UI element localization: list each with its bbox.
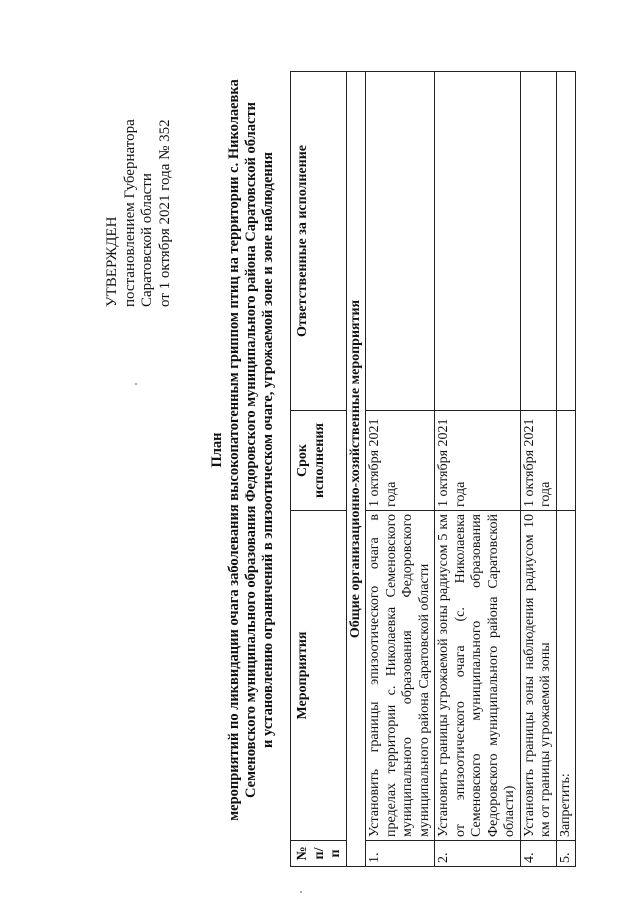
row-num: 1. (366, 841, 435, 867)
row-num: 4. (520, 841, 556, 867)
row-num: 5. (556, 841, 576, 867)
document-title (209, 55, 277, 845)
header-deadline: Срок исполнения (291, 411, 347, 511)
row-measure: Установить границы угрожаемой зоны радиусом 5 км от эпизоотического очага (с. Николаевка Семеновского муниципального образования Федоровского муниципального района Саратовской области) (435, 511, 521, 841)
row-deadline: 1 октября 2021 года (435, 411, 521, 511)
title-line-1: мероприятий по ликвидации очага заболевания высокопатогенным гриппом птиц на территории с. Николаевка (226, 79, 242, 821)
plan-table (290, 71, 576, 867)
header-measure: Мероприятия (291, 511, 347, 841)
row-measure: Установить границы эпизоотического очага в пределах территории с. Николаевка Семеновского муниципального образования Федоровского муниципального района Саратовской области (366, 511, 435, 841)
row-measure: Установить границы зоны наблюдения радиусом 10 км от границы угрожаемой зоны (520, 511, 556, 841)
header-num: № п/п (291, 841, 347, 867)
row-responsible (556, 72, 576, 411)
title-heading: План (209, 432, 225, 468)
title-line-2: Семеновского муниципального образования Федоровского муниципального района Саратовской области (243, 102, 259, 798)
scan-speck (300, 891, 302, 893)
section-title: Общие организационно-хозяйственные мероприятия (346, 72, 366, 867)
table-row (435, 72, 521, 867)
scan-speck (135, 383, 137, 385)
row-responsible (520, 72, 556, 411)
approval-line-4: от 1 октября 2021 года № 352 (156, 119, 173, 307)
row-deadline: 1 октября 2021 года (366, 411, 435, 511)
row-measure: Запретить: (556, 511, 576, 841)
row-deadline: 1 октября 2021 года (520, 411, 556, 511)
section-row (346, 72, 366, 867)
approval-line-1: УТВЕРЖДЕН (104, 216, 120, 307)
header-responsible: Ответственные за исполнение (291, 72, 347, 411)
approval-stamp (104, 119, 174, 307)
row-deadline (556, 411, 576, 511)
table-header-row (291, 72, 347, 867)
row-responsible (366, 72, 435, 411)
approval-line-2: постановлением Губернатора (121, 119, 138, 307)
table-row (556, 72, 576, 867)
row-num: 2. (435, 841, 521, 867)
approval-line-3: Саратовской области (139, 173, 155, 307)
table-row (366, 72, 435, 867)
table-row (520, 72, 556, 867)
title-line-3: и установлению ограничений в эпизоотическом очаге, угрожаемой зоне и зоне наблюдения (260, 152, 276, 748)
row-responsible (435, 72, 521, 411)
